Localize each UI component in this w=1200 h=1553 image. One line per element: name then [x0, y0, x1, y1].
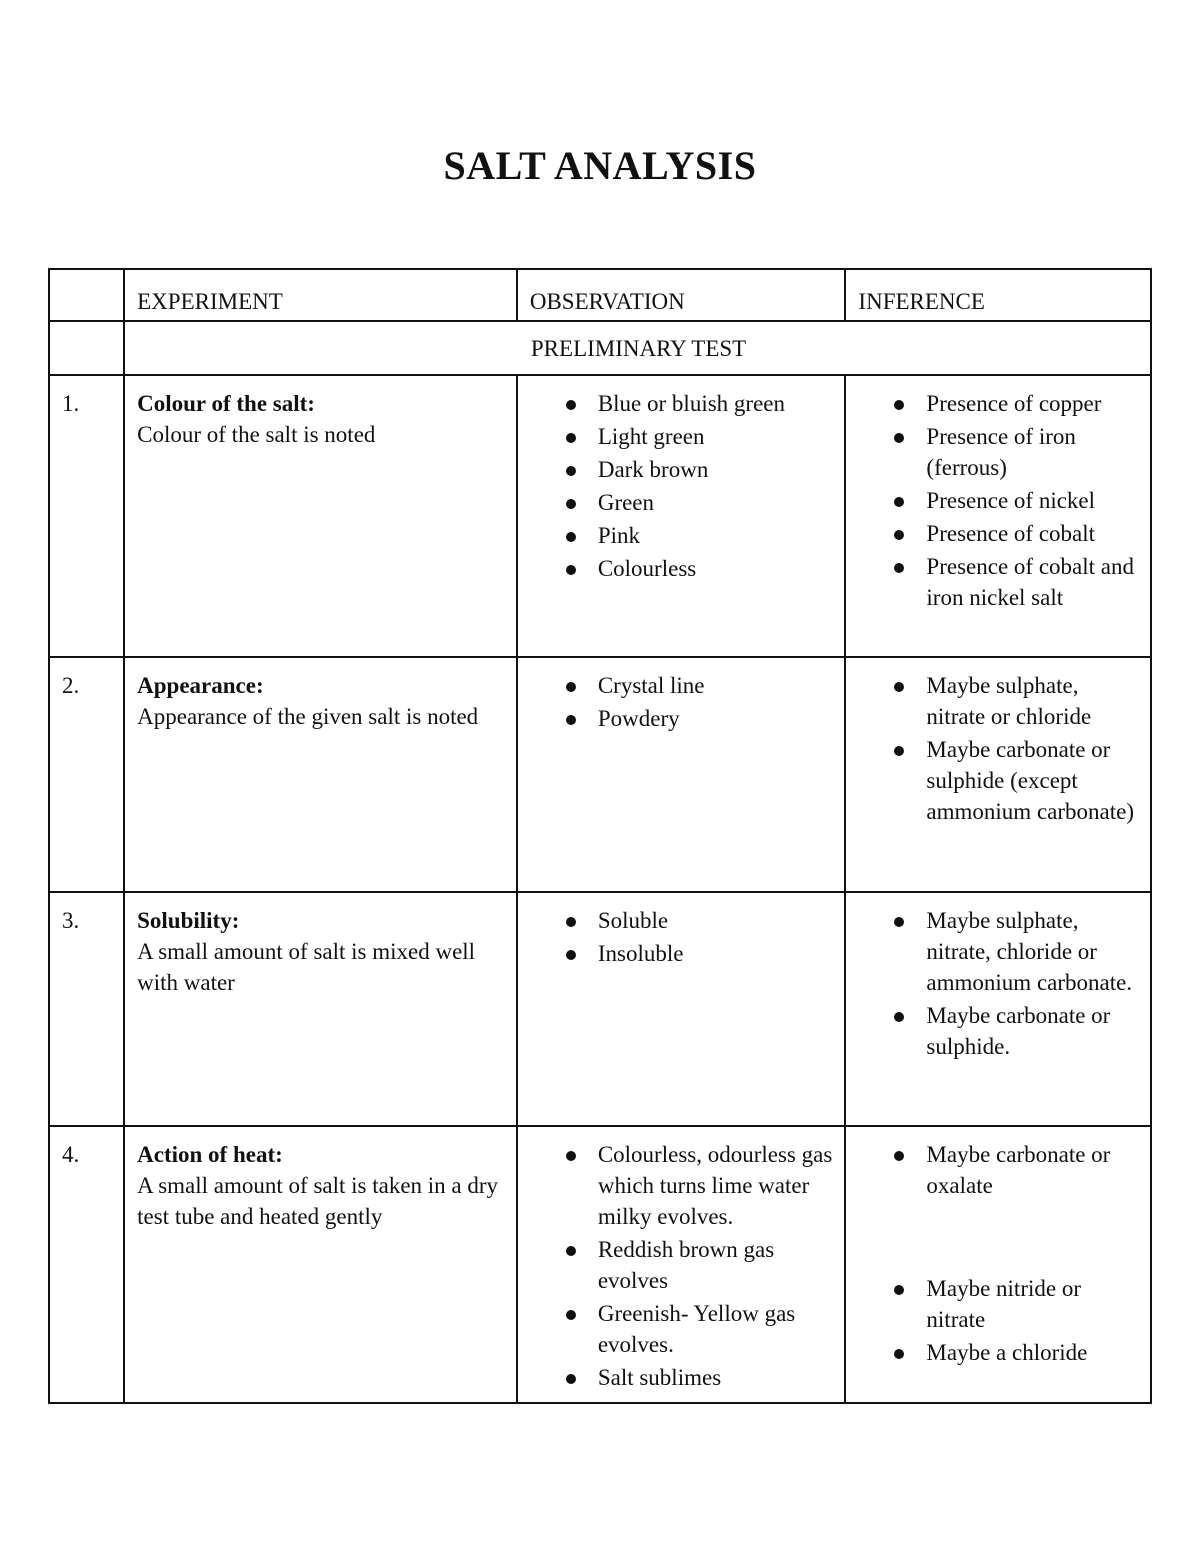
row-number: 4.	[49, 1126, 124, 1403]
observation-cell	[517, 1126, 846, 1403]
header-no	[49, 269, 124, 321]
header-observation: OBSERVATION	[517, 269, 846, 321]
header-row	[49, 269, 1151, 321]
inference-cell	[845, 657, 1151, 892]
list-item: Presence of nickel	[926, 485, 1140, 516]
header-experiment: EXPERIMENT	[124, 269, 517, 321]
row-number: 2.	[49, 657, 124, 892]
inference-list	[858, 1139, 1140, 1201]
list-item: Reddish brown gas evolves	[598, 1234, 835, 1296]
list-item: Soluble	[598, 905, 835, 936]
experiment-description: Colour of the salt is noted	[137, 422, 376, 447]
inference-cell	[845, 1126, 1151, 1403]
experiment-cell	[124, 375, 517, 657]
list-item: Maybe nitride or nitrate	[926, 1273, 1140, 1335]
observation-list	[530, 388, 835, 584]
list-item: Green	[598, 487, 835, 518]
section-title: PRELIMINARY TEST	[124, 321, 1151, 375]
list-item: Insoluble	[598, 938, 835, 969]
experiment-description: A small amount of salt is taken in a dry test tube and heated gently	[137, 1173, 499, 1229]
list-item: Light green	[598, 421, 835, 452]
list-item: Colourless	[598, 553, 835, 584]
list-item: Presence of copper	[926, 388, 1140, 419]
page-title: SALT ANALYSIS	[443, 143, 757, 188]
experiment-cell	[124, 1126, 517, 1403]
experiment-description: Appearance of the given salt is noted	[137, 704, 479, 729]
inference-list	[858, 905, 1140, 1062]
list-item: Pink	[598, 520, 835, 551]
list-item: Maybe carbonate or oxalate	[926, 1139, 1140, 1201]
experiment-description: A small amount of salt is mixed well with water	[137, 939, 476, 995]
observation-cell	[517, 657, 846, 892]
experiment-title: Colour of the salt:	[137, 391, 315, 416]
observation-list	[530, 1139, 835, 1393]
header-inference: INFERENCE	[845, 269, 1151, 321]
experiment-cell	[124, 657, 517, 892]
experiment-title: Appearance:	[137, 673, 264, 698]
list-item: Dark brown	[598, 454, 835, 485]
table-row	[49, 892, 1151, 1126]
salt-analysis-table	[48, 268, 1152, 1404]
list-item: Greenish- Yellow gas evolves.	[598, 1298, 835, 1360]
table-row	[49, 375, 1151, 657]
spacer	[858, 1203, 1140, 1273]
list-item: Blue or bluish green	[598, 388, 835, 419]
list-item: Maybe sulphate, nitrate or chloride	[926, 670, 1140, 732]
list-item: Maybe sulphate, nitrate, chloride or ammonium carbonate.	[926, 905, 1140, 998]
observation-list	[530, 670, 835, 734]
observation-list	[530, 905, 835, 969]
table-row	[49, 657, 1151, 892]
list-item: Crystal line	[598, 670, 835, 701]
inference-cell	[845, 375, 1151, 657]
experiment-cell	[124, 892, 517, 1126]
inference-cell	[845, 892, 1151, 1126]
row-number: 3.	[49, 892, 124, 1126]
experiment-title: Action of heat:	[137, 1142, 283, 1167]
inference-list	[858, 670, 1140, 827]
experiment-title: Solubility:	[137, 908, 240, 933]
inference-list	[858, 1273, 1140, 1368]
list-item: Presence of iron (ferrous)	[926, 421, 1140, 483]
section-row	[49, 321, 1151, 375]
list-item: Presence of cobalt and iron nickel salt	[926, 551, 1140, 613]
list-item: Maybe a chloride	[926, 1337, 1140, 1368]
table-row	[49, 1126, 1151, 1403]
list-item: Powdery	[598, 703, 835, 734]
list-item: Presence of cobalt	[926, 518, 1140, 549]
observation-cell	[517, 892, 846, 1126]
list-item: Colourless, odourless gas which turns lime water milky evolves.	[598, 1139, 835, 1232]
observation-cell	[517, 375, 846, 657]
list-item: Maybe carbonate or sulphide (except ammonium carbonate)	[926, 734, 1140, 827]
row-number: 1.	[49, 375, 124, 657]
inference-list	[858, 388, 1140, 613]
list-item: Salt sublimes	[598, 1362, 835, 1393]
list-item: Maybe carbonate or sulphide.	[926, 1000, 1140, 1062]
section-blank-cell	[49, 321, 124, 375]
